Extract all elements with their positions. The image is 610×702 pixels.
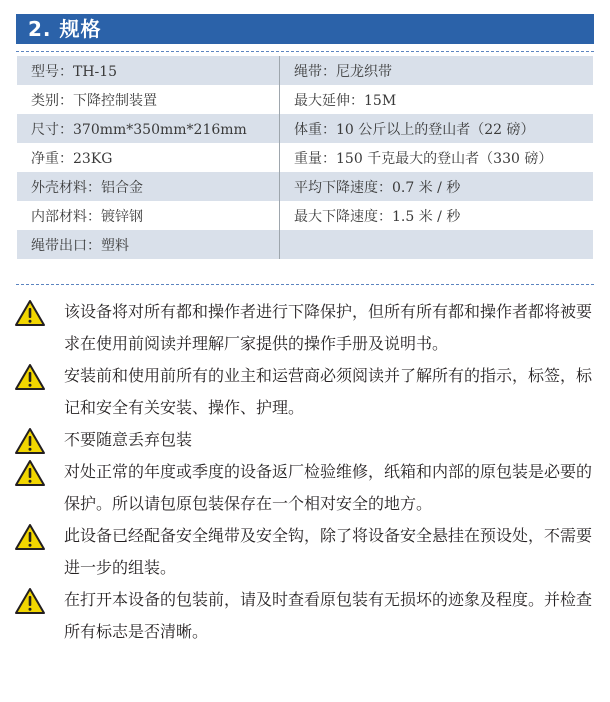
spec-cell: 体重：10 公斤以上的登山者（22 磅） — [280, 114, 594, 143]
list-item — [14, 584, 600, 648]
spec-cell — [280, 230, 594, 259]
warning-text: 在打开本设备的包装前，请及时查看原包装有无损坏的迹象及程度。并检查所有标志是否清晰。 — [64, 590, 593, 641]
spec-cell: 内部材料：镀锌钢 — [17, 201, 280, 230]
warning-text: 该设备将对所有都和操作者进行下降保护，但所有所有都和操作者都将被要求在使用前阅读并理解厂家提供的操作手册及说明书。 — [64, 302, 593, 353]
spec-cell: 类别：下降控制装置 — [17, 85, 280, 114]
table-row — [17, 143, 593, 172]
warning-triangle-icon — [14, 587, 46, 615]
spec-cell: 最大下降速度：1.5 米 / 秒 — [280, 201, 594, 230]
warning-text: 安装前和使用前所有的业主和运营商必须阅读并了解所有的指示，标签，标记和安全有关安装、操作、护理。 — [64, 366, 593, 417]
warning-list — [14, 296, 600, 648]
list-item — [14, 456, 600, 520]
warning-triangle-icon — [14, 299, 46, 327]
table-row — [17, 172, 593, 201]
spec-cell: 绳带出口：塑料 — [17, 230, 280, 259]
spec-cell: 绳带：尼龙织带 — [280, 56, 594, 85]
spec-table — [17, 56, 593, 259]
table-row — [17, 114, 593, 143]
table-row — [17, 85, 593, 114]
spec-cell: 最大延伸：15M — [280, 85, 594, 114]
spec-cell: 重量：150 千克最大的登山者（330 磅） — [280, 143, 594, 172]
table-row — [17, 201, 593, 230]
divider-bottom — [16, 284, 594, 285]
spec-cell: 净重：23KG — [17, 143, 280, 172]
spec-cell: 外壳材料：铝合金 — [17, 172, 280, 201]
warning-triangle-icon — [14, 459, 46, 487]
table-row — [17, 230, 593, 259]
warning-triangle-icon — [14, 427, 46, 455]
section-title: 2. 规格 — [28, 17, 102, 41]
table-row — [17, 56, 593, 85]
section-header — [16, 14, 594, 44]
list-item — [14, 520, 600, 584]
warning-text: 对处正常的年度或季度的设备返厂检验维修，纸箱和内部的原包装是必要的保护。所以请包原包装保存在一个相对安全的地方。 — [64, 462, 593, 513]
spec-cell: 尺寸：370mm*350mm*216mm — [17, 114, 280, 143]
warning-triangle-icon — [14, 363, 46, 391]
divider-top — [16, 51, 594, 52]
warning-text: 不要随意丢弃包装 — [64, 430, 193, 449]
spec-cell: 型号：TH-15 — [17, 56, 280, 85]
list-item — [14, 424, 600, 456]
warning-text: 此设备已经配备安全绳带及安全钩，除了将设备安全悬挂在预设处，不需要进一步的组装。 — [64, 526, 593, 577]
list-item — [14, 296, 600, 360]
list-item — [14, 360, 600, 424]
spec-cell: 平均下降速度：0.7 米 / 秒 — [280, 172, 594, 201]
warning-triangle-icon — [14, 523, 46, 551]
